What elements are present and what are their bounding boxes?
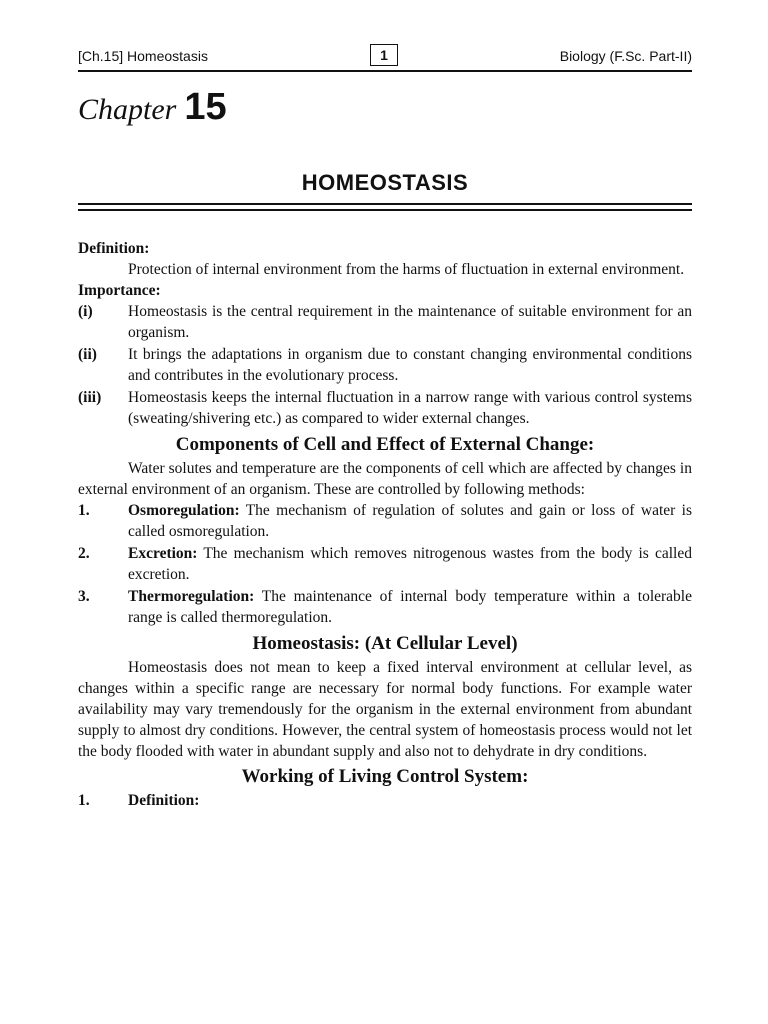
cellular-heading: Homeostasis: (At Cellular Level) [252, 633, 518, 654]
components-intro: Water solutes and temperature are the components of cell which are affected by changes in external environment of an organism. These are controlled by following methods: [78, 460, 692, 498]
term-definition: The mechanism of regulation of solutes and gain or loss of water is called osmoregulation. [128, 502, 692, 540]
chapter-heading [78, 86, 227, 129]
list-marker: (i) [78, 303, 93, 320]
components-heading: Components of Cell and Effect of External Change: [175, 434, 595, 455]
header-chapter-label: [Ch.15] Homeostasis [78, 48, 208, 64]
list-marker: 2. [78, 545, 90, 562]
list-marker: 1. [78, 792, 90, 809]
header-book-title: Biology (F.Sc. Part-II) [559, 48, 692, 64]
document-body [78, 238, 692, 812]
header-rule [78, 70, 692, 72]
chapter-number: 15 [184, 86, 227, 128]
list-marker: (ii) [78, 346, 97, 363]
list-marker: 1. [78, 502, 90, 519]
list-marker: 3. [78, 588, 90, 605]
term: Osmoregulation: [128, 502, 240, 519]
list-item [78, 790, 692, 811]
definition-label: Definition: [78, 240, 150, 257]
living-control-heading: Working of Living Control System: [241, 766, 529, 787]
components-list [78, 500, 692, 628]
term: Excretion: [128, 545, 198, 562]
term: Thermoregulation: [128, 588, 255, 605]
cellular-text: Homeostasis does not mean to keep a fixed interval environment at cellular level, as changes within a specific range are necessary for normal body functions. For example water availability may vary tremendously for the organism in the external environment from abundant supply to almost dry conditions. However, the central system of homeostasis process would not let the body flooded with water in abundant supply and also not to dehydrate in dry conditions. [78, 659, 692, 760]
page-title: HOMEOSTASIS [301, 170, 469, 195]
importance-list [78, 301, 692, 429]
list-item [78, 301, 692, 343]
term-definition: The maintenance of internal body temperature within a tolerable range is called thermoregulation. [128, 588, 692, 626]
definition-text: Protection of internal environment from the harms of fluctuation in external environment. [128, 261, 685, 278]
list-item [78, 586, 692, 628]
importance-label: Importance: [78, 282, 161, 299]
running-header [78, 44, 692, 68]
title-double-rule [78, 203, 692, 211]
list-item [78, 543, 692, 585]
list-item-label: Definition: [128, 792, 200, 809]
list-item [78, 344, 692, 386]
list-item-text: Homeostasis keeps the internal fluctuation in a narrow range with various control systems (sweating/shivering etc.) as compared to wider external changes. [128, 389, 692, 427]
term-definition: The mechanism which removes nitrogenous wastes from the body is called excretion. [128, 545, 692, 583]
list-item-text: Homeostasis is the central requirement in the maintenance of suitable environment for an organism. [128, 303, 692, 341]
chapter-word: Chapter [78, 93, 177, 126]
list-item [78, 500, 692, 542]
list-marker: (iii) [78, 389, 102, 406]
list-item-text: It brings the adaptations in organism due to constant changing environmental conditions and contributes in the evolutionary process. [128, 346, 692, 384]
page-number: 1 [370, 44, 398, 66]
list-item [78, 387, 692, 429]
